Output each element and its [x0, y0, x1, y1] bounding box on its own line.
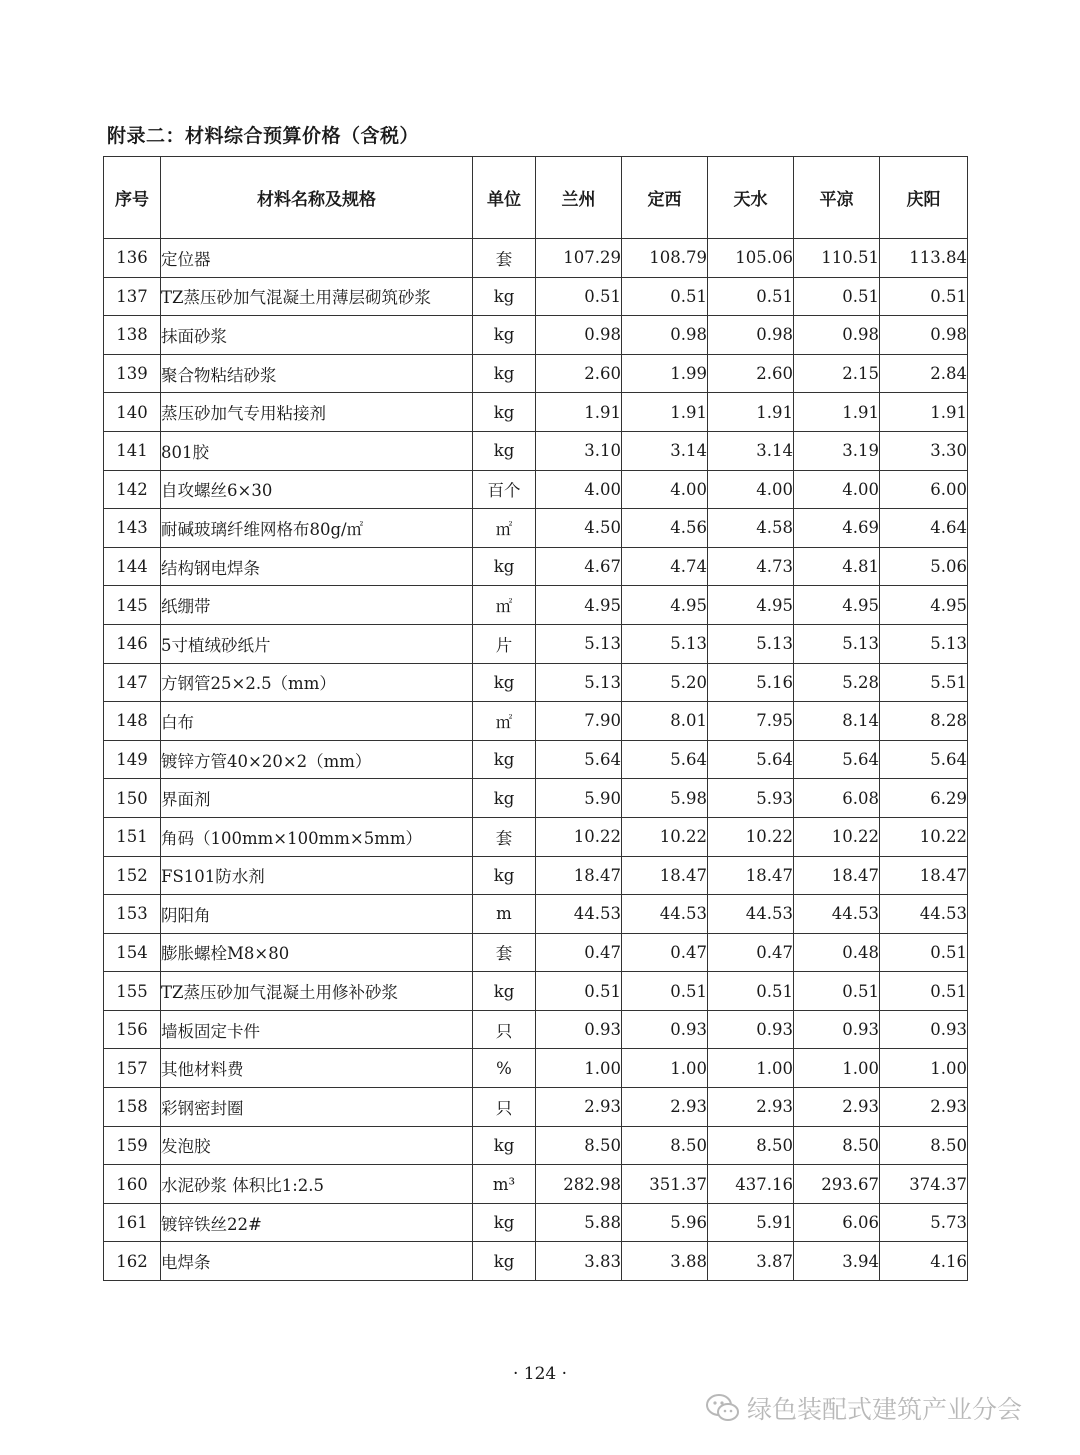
material-name: 蒸压砂加气专用粘接剂	[161, 393, 473, 432]
price-cell: 0.93	[708, 1010, 794, 1049]
row-number: 148	[104, 702, 161, 741]
price-cell: 4.95	[536, 586, 622, 625]
unit: ㎡	[473, 509, 536, 548]
price-cell: 5.51	[880, 663, 968, 702]
table-row	[104, 1203, 968, 1242]
header-city: 定西	[622, 157, 708, 239]
unit: kg	[473, 277, 536, 316]
header-city: 兰州	[536, 157, 622, 239]
material-name: 阴阳角	[161, 895, 473, 934]
watermark-text: 绿色装配式建筑产业分会	[747, 1395, 1023, 1424]
table-row	[104, 586, 968, 625]
row-number: 149	[104, 740, 161, 779]
price-cell: 5.64	[708, 740, 794, 779]
price-cell: 8.50	[622, 1126, 708, 1165]
unit: 套	[473, 817, 536, 856]
unit: kg	[473, 393, 536, 432]
unit: 只	[473, 1010, 536, 1049]
price-cell: 2.93	[794, 1088, 880, 1127]
price-cell: 4.95	[708, 586, 794, 625]
price-cell: 1.91	[708, 393, 794, 432]
material-name: 墙板固定卡件	[161, 1010, 473, 1049]
price-cell: 2.15	[794, 354, 880, 393]
table-row	[104, 895, 968, 934]
price-cell: 2.84	[880, 354, 968, 393]
price-cell: 1.00	[708, 1049, 794, 1088]
material-name: 抹面砂浆	[161, 316, 473, 355]
unit: 只	[473, 1088, 536, 1127]
row-number: 142	[104, 470, 161, 509]
price-cell: 5.88	[536, 1203, 622, 1242]
price-cell: 7.95	[708, 702, 794, 741]
price-cell: 5.13	[794, 624, 880, 663]
table-row	[104, 624, 968, 663]
price-cell: 18.47	[622, 856, 708, 895]
price-cell: 44.53	[622, 895, 708, 934]
price-cell: 6.06	[794, 1203, 880, 1242]
page-number: · 124 ·	[512, 1364, 568, 1384]
header-row	[104, 157, 968, 239]
unit: 片	[473, 624, 536, 663]
table-row	[104, 740, 968, 779]
price-cell: 5.90	[536, 779, 622, 818]
unit: kg	[473, 1203, 536, 1242]
price-cell: 4.56	[622, 509, 708, 548]
price-cell: 1.91	[880, 393, 968, 432]
row-number: 138	[104, 316, 161, 355]
price-cell: 4.00	[622, 470, 708, 509]
row-number: 154	[104, 933, 161, 972]
price-cell: 0.93	[622, 1010, 708, 1049]
price-cell: 0.47	[622, 933, 708, 972]
table-row	[104, 1010, 968, 1049]
material-name: 膨胀螺栓M8×80	[161, 933, 473, 972]
price-cell: 105.06	[708, 239, 794, 278]
price-cell: 0.47	[536, 933, 622, 972]
watermark	[705, 1390, 1022, 1426]
row-number: 155	[104, 972, 161, 1011]
row-number: 156	[104, 1010, 161, 1049]
price-cell: 10.22	[794, 817, 880, 856]
price-cell: 5.91	[708, 1203, 794, 1242]
unit: kg	[473, 663, 536, 702]
price-cell: 3.88	[622, 1242, 708, 1281]
price-cell: 0.98	[880, 316, 968, 355]
price-cell: 1.99	[622, 354, 708, 393]
material-name: 彩钢密封圈	[161, 1088, 473, 1127]
material-name: TZ蒸压砂加气混凝土用修补砂浆	[161, 972, 473, 1011]
price-cell: 0.51	[708, 277, 794, 316]
table-row	[104, 702, 968, 741]
price-cell: 5.64	[880, 740, 968, 779]
price-cell: 5.64	[794, 740, 880, 779]
price-cell: 0.51	[880, 933, 968, 972]
table-row	[104, 354, 968, 393]
table-row	[104, 316, 968, 355]
price-cell: 8.50	[536, 1126, 622, 1165]
price-cell: 8.50	[880, 1126, 968, 1165]
price-cell: 4.64	[880, 509, 968, 548]
price-cell: 3.87	[708, 1242, 794, 1281]
row-number: 140	[104, 393, 161, 432]
row-number: 145	[104, 586, 161, 625]
material-name: 聚合物粘结砂浆	[161, 354, 473, 393]
price-cell: 4.58	[708, 509, 794, 548]
material-name: 5寸植绒砂纸片	[161, 624, 473, 663]
unit: m³	[473, 1165, 536, 1204]
header-name: 材料名称及规格	[161, 157, 473, 239]
price-cell: 7.90	[536, 702, 622, 741]
unit: kg	[473, 779, 536, 818]
price-cell: 0.93	[794, 1010, 880, 1049]
material-name: 结构钢电焊条	[161, 547, 473, 586]
price-cell: 8.50	[708, 1126, 794, 1165]
material-name: 电焊条	[161, 1242, 473, 1281]
price-cell: 374.37	[880, 1165, 968, 1204]
price-cell: 4.73	[708, 547, 794, 586]
material-name: FS101防水剂	[161, 856, 473, 895]
price-cell: 0.48	[794, 933, 880, 972]
material-name: 白布	[161, 702, 473, 741]
unit: 百个	[473, 470, 536, 509]
price-cell: 3.19	[794, 431, 880, 470]
material-name: 其他材料费	[161, 1049, 473, 1088]
price-cell: 18.47	[794, 856, 880, 895]
row-number: 137	[104, 277, 161, 316]
price-cell: 0.51	[622, 972, 708, 1011]
price-cell: 437.16	[708, 1165, 794, 1204]
price-cell: 5.64	[622, 740, 708, 779]
price-cell: 0.47	[708, 933, 794, 972]
price-table	[103, 156, 968, 1281]
price-cell: 3.83	[536, 1242, 622, 1281]
price-cell: 108.79	[622, 239, 708, 278]
price-cell: 282.98	[536, 1165, 622, 1204]
price-cell: 0.51	[536, 972, 622, 1011]
price-cell: 10.22	[622, 817, 708, 856]
row-number: 158	[104, 1088, 161, 1127]
price-cell: 4.16	[880, 1242, 968, 1281]
unit: %	[473, 1049, 536, 1088]
price-cell: 4.95	[622, 586, 708, 625]
price-cell: 1.91	[794, 393, 880, 432]
price-cell: 10.22	[536, 817, 622, 856]
price-cell: 5.13	[622, 624, 708, 663]
table-row	[104, 509, 968, 548]
header-no: 序号	[104, 157, 161, 239]
price-cell: 5.96	[622, 1203, 708, 1242]
price-cell: 4.74	[622, 547, 708, 586]
price-cell: 4.95	[794, 586, 880, 625]
table-body	[104, 239, 968, 1281]
price-cell: 6.08	[794, 779, 880, 818]
price-cell: 5.13	[536, 624, 622, 663]
material-name: 方钢管25×2.5（mm）	[161, 663, 473, 702]
price-cell: 5.98	[622, 779, 708, 818]
material-name: 定位器	[161, 239, 473, 278]
table-row	[104, 856, 968, 895]
table-row	[104, 817, 968, 856]
price-cell: 0.51	[708, 972, 794, 1011]
row-number: 150	[104, 779, 161, 818]
price-cell: 44.53	[708, 895, 794, 934]
price-cell: 18.47	[536, 856, 622, 895]
material-name: 发泡胶	[161, 1126, 473, 1165]
table-row	[104, 1242, 968, 1281]
price-cell: 1.00	[622, 1049, 708, 1088]
price-cell: 4.69	[794, 509, 880, 548]
price-cell: 0.51	[536, 277, 622, 316]
price-cell: 3.10	[536, 431, 622, 470]
price-cell: 2.60	[708, 354, 794, 393]
unit: kg	[473, 972, 536, 1011]
row-number: 136	[104, 239, 161, 278]
price-cell: 3.14	[708, 431, 794, 470]
row-number: 162	[104, 1242, 161, 1281]
price-cell: 1.00	[536, 1049, 622, 1088]
price-cell: 351.37	[622, 1165, 708, 1204]
table-row	[104, 1088, 968, 1127]
price-cell: 0.51	[794, 972, 880, 1011]
price-cell: 2.93	[880, 1088, 968, 1127]
price-cell: 10.22	[880, 817, 968, 856]
price-cell: 2.93	[708, 1088, 794, 1127]
price-cell: 5.13	[880, 624, 968, 663]
price-cell: 0.98	[708, 316, 794, 355]
material-name: 纸绷带	[161, 586, 473, 625]
header-city: 庆阳	[880, 157, 968, 239]
row-number: 139	[104, 354, 161, 393]
price-cell: 0.51	[622, 277, 708, 316]
table-row	[104, 277, 968, 316]
price-cell: 1.91	[536, 393, 622, 432]
table-row	[104, 779, 968, 818]
price-cell: 5.13	[536, 663, 622, 702]
price-cell: 4.50	[536, 509, 622, 548]
wechat-icon	[705, 1393, 741, 1423]
row-number: 144	[104, 547, 161, 586]
row-number: 152	[104, 856, 161, 895]
price-cell: 18.47	[708, 856, 794, 895]
price-cell: 1.00	[794, 1049, 880, 1088]
price-cell: 3.30	[880, 431, 968, 470]
price-cell: 5.06	[880, 547, 968, 586]
price-cell: 110.51	[794, 239, 880, 278]
unit: 套	[473, 239, 536, 278]
table-row	[104, 431, 968, 470]
unit: kg	[473, 354, 536, 393]
material-name: 耐碱玻璃纤维网格布80g/㎡	[161, 509, 473, 548]
price-cell: 5.16	[708, 663, 794, 702]
material-name: 801胶	[161, 431, 473, 470]
price-cell: 0.51	[880, 277, 968, 316]
material-name: 自攻螺丝6×30	[161, 470, 473, 509]
price-cell: 113.84	[880, 239, 968, 278]
price-cell: 5.28	[794, 663, 880, 702]
price-cell: 3.14	[622, 431, 708, 470]
material-name: 界面剂	[161, 779, 473, 818]
price-cell: 5.73	[880, 1203, 968, 1242]
material-name: TZ蒸压砂加气混凝土用薄层砌筑砂浆	[161, 277, 473, 316]
row-number: 161	[104, 1203, 161, 1242]
unit: kg	[473, 431, 536, 470]
price-cell: 5.20	[622, 663, 708, 702]
price-cell: 107.29	[536, 239, 622, 278]
header-city: 平凉	[794, 157, 880, 239]
unit: kg	[473, 1242, 536, 1281]
table-row	[104, 393, 968, 432]
price-cell: 8.14	[794, 702, 880, 741]
price-cell: 6.29	[880, 779, 968, 818]
unit: kg	[473, 856, 536, 895]
price-cell: 4.00	[794, 470, 880, 509]
price-cell: 4.81	[794, 547, 880, 586]
row-number: 159	[104, 1126, 161, 1165]
unit: ㎡	[473, 702, 536, 741]
unit: kg	[473, 316, 536, 355]
header-city: 天水	[708, 157, 794, 239]
price-cell: 2.93	[622, 1088, 708, 1127]
price-cell: 1.91	[622, 393, 708, 432]
material-name: 镀锌铁丝22#	[161, 1203, 473, 1242]
row-number: 157	[104, 1049, 161, 1088]
price-cell: 5.13	[708, 624, 794, 663]
price-cell: 2.60	[536, 354, 622, 393]
price-cell: 8.01	[622, 702, 708, 741]
price-cell: 0.98	[536, 316, 622, 355]
unit: kg	[473, 740, 536, 779]
table-row	[104, 933, 968, 972]
row-number: 141	[104, 431, 161, 470]
row-number: 153	[104, 895, 161, 934]
table-row	[104, 547, 968, 586]
row-number: 147	[104, 663, 161, 702]
table-row	[104, 470, 968, 509]
table-row	[104, 1049, 968, 1088]
unit: kg	[473, 1126, 536, 1165]
price-cell: 3.94	[794, 1242, 880, 1281]
price-cell: 44.53	[794, 895, 880, 934]
unit: ㎡	[473, 586, 536, 625]
price-cell: 2.93	[536, 1088, 622, 1127]
material-name: 水泥砂浆 体积比1:2.5	[161, 1165, 473, 1204]
price-cell: 18.47	[880, 856, 968, 895]
table-row	[104, 663, 968, 702]
material-name: 镀锌方管40×20×2（mm）	[161, 740, 473, 779]
unit: m	[473, 895, 536, 934]
price-cell: 5.93	[708, 779, 794, 818]
price-cell: 0.93	[880, 1010, 968, 1049]
material-name: 角码（100mm×100mm×5mm）	[161, 817, 473, 856]
table-row	[104, 1165, 968, 1204]
price-cell: 0.51	[880, 972, 968, 1011]
header-unit: 单位	[473, 157, 536, 239]
price-cell: 293.67	[794, 1165, 880, 1204]
unit: kg	[473, 547, 536, 586]
price-cell: 5.64	[536, 740, 622, 779]
price-cell: 8.28	[880, 702, 968, 741]
price-cell: 1.00	[880, 1049, 968, 1088]
price-cell: 0.51	[794, 277, 880, 316]
table-row	[104, 1126, 968, 1165]
price-cell: 44.53	[880, 895, 968, 934]
price-cell: 0.93	[536, 1010, 622, 1049]
price-cell: 0.98	[622, 316, 708, 355]
price-cell: 4.00	[708, 470, 794, 509]
price-cell: 4.67	[536, 547, 622, 586]
row-number: 143	[104, 509, 161, 548]
price-cell: 8.50	[794, 1126, 880, 1165]
price-cell: 4.95	[880, 586, 968, 625]
price-cell: 6.00	[880, 470, 968, 509]
table-row	[104, 972, 968, 1011]
row-number: 146	[104, 624, 161, 663]
price-cell: 10.22	[708, 817, 794, 856]
unit: 套	[473, 933, 536, 972]
price-cell: 0.98	[794, 316, 880, 355]
price-cell: 4.00	[536, 470, 622, 509]
table-row	[104, 239, 968, 278]
page-title: 附录二：材料综合预算价格（含税）	[107, 125, 420, 147]
row-number: 160	[104, 1165, 161, 1204]
price-cell: 44.53	[536, 895, 622, 934]
row-number: 151	[104, 817, 161, 856]
